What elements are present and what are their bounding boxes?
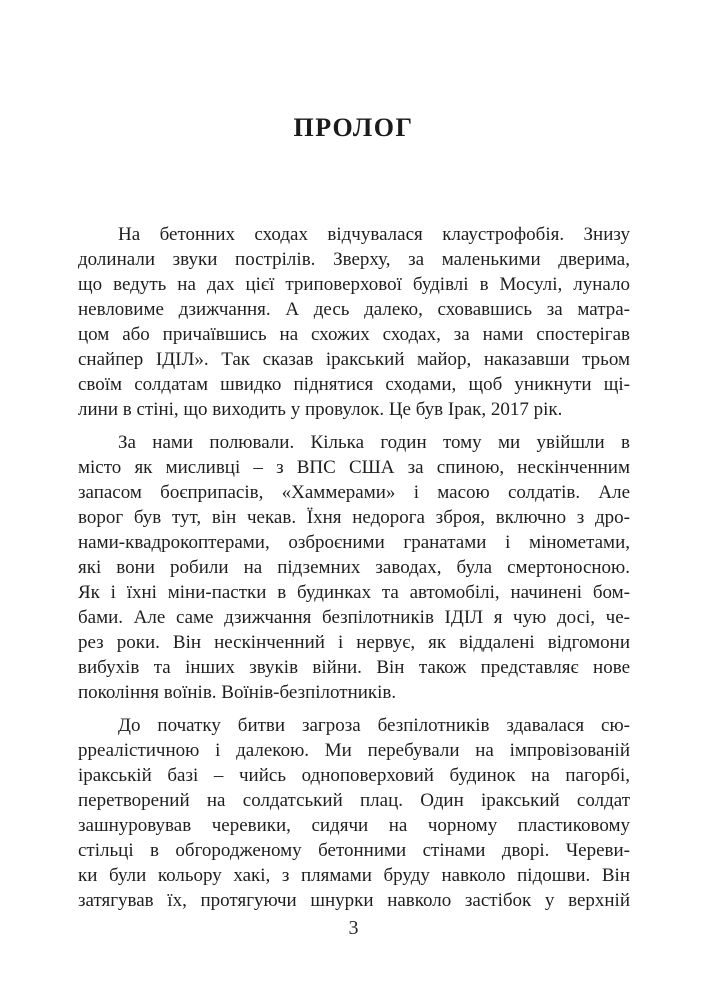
text-line: рез роки. Він нескінченний і нервує, як віддалені відгомони (78, 632, 630, 653)
text-line: перетворений на солдатський плац. Один іракський солдат (78, 790, 630, 811)
text-line: які вони робили на підземних заводах, була смертоносною. (78, 557, 630, 578)
text-line: вибухів та інших звуків війни. Він також представляє нове (78, 657, 630, 678)
text-line: своїм солдатам швидко піднятися сходами, щоб уникнути щі- (78, 374, 630, 395)
text-line: долинали звуки пострілів. Зверху, за маленькими дверима, (78, 249, 630, 270)
text-line: зашнуровував черевики, сидячи на чорному пластиковому (78, 815, 630, 836)
text-line: покоління воїнів. Воїнів-безпілотників. (78, 682, 397, 703)
paragraph (78, 713, 630, 913)
text-line: На бетонних сходах відчувалася клаустрофобія. Знизу (118, 224, 630, 245)
text-line: снайпер ІДІЛ». Так сказав іракський майор, наказавши трьом (78, 349, 630, 370)
paragraph (78, 430, 630, 705)
text-line: затягував їх, протягуючи шнурки навколо застібок у верхній (78, 890, 630, 911)
text-line: іракській базі – чийсь одноповерховий будинок на пагорбі, (78, 765, 630, 786)
text-line: запасом боєприпасів, «Хаммерами» і масою солдатів. Але (78, 482, 630, 503)
text-line: ворог був тут, він чекав. Їхня недорога зброя, включно з дро- (78, 507, 630, 528)
text-line: стільці в обгородженому бетонними стінами дворі. Череви- (78, 840, 630, 861)
text-line: рреалістичною і далекою. Ми перебували на імпровізованій (78, 740, 630, 761)
text-line: За нами полювали. Кілька годин тому ми увійшли в (118, 432, 630, 453)
text-line: цом або причаївшись на схожих сходах, за нами спостерігав (78, 324, 630, 345)
text-line: До початку битви загроза безпілотників здавалася сю- (118, 715, 630, 736)
text-line: що ведуть на дах цієї триповерхової будівлі в Мосулі, лунало (78, 274, 630, 295)
text-line: невловиме дзижчання. А десь далеко, сховавшись за матра- (78, 299, 630, 320)
text-line: ки були кольору хакі, з плямами бруду навколо підошви. Він (78, 865, 630, 886)
paragraph (78, 222, 630, 422)
text-line: нами-квадрокоптерами, озброєними гранатами і мінометами, (78, 532, 630, 553)
text-line: Як і їхні міни-пастки в будинках та автомобілі, начинені бом- (78, 582, 630, 603)
chapter-title: ПРОЛОГ (293, 113, 414, 142)
text-line: бами. Але саме дзижчання безпілотників ІДІЛ я чую досі, че- (78, 607, 630, 628)
text-body (78, 222, 630, 921)
page-number: 3 (348, 917, 359, 939)
text-line: лини в стіні, що виходить у провулок. Це був Ірак, 2017 рік. (78, 399, 563, 420)
text-line: місто як мисливці – з ВПС США за спиною, нескінченним (78, 457, 630, 478)
